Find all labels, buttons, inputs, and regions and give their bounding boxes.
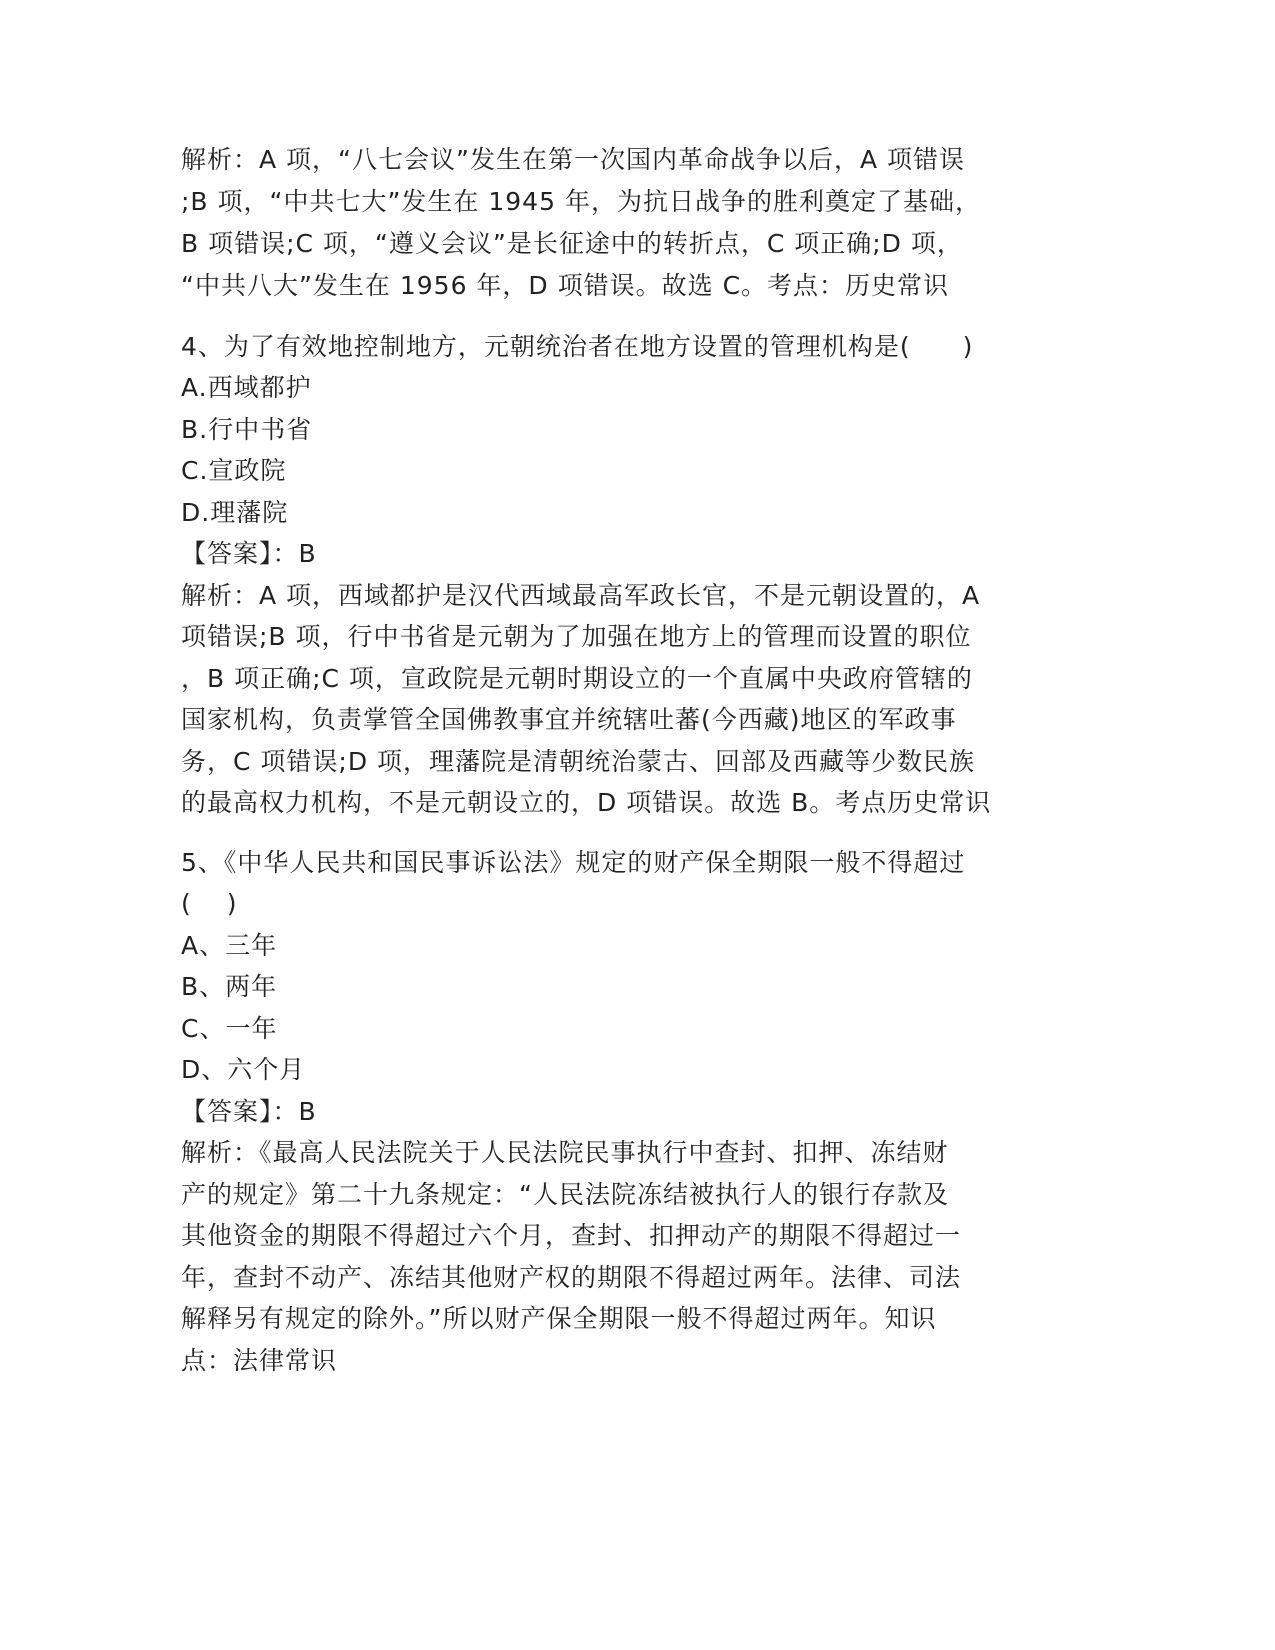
q4-analysis-line-4: 国家机构，负责掌管全国佛教事宜并统辖吐蕃(今西藏)地区的军政事 — [181, 705, 957, 734]
q5-option-c: C、一年 — [181, 1014, 278, 1043]
q4-option-a: A.西域都护 — [181, 373, 312, 402]
q4-option-b: B.行中书省 — [181, 415, 313, 444]
q5-question-line-1: 5、《中华人民共和国民事诉讼法》规定的财产保全期限一般不得超过 — [181, 848, 966, 877]
q4-option-c: C.宣政院 — [181, 456, 287, 485]
q3-analysis-line-3: B 项错误;C 项，“遵义会议”是长征途中的转折点，C 项正确;D 项， — [181, 229, 963, 258]
q5-question-line-2: ( ) — [181, 889, 238, 918]
q5-analysis-line-3: 其他资金的期限不得超过六个月，查封、扣押动产的期限不得超过一 — [181, 1221, 962, 1250]
q5-option-d: D、六个月 — [181, 1055, 306, 1084]
q5-option-b: B、两年 — [181, 972, 278, 1001]
q5-analysis-line-1: 解析：《最高人民法院关于人民法院民事执行中查封、扣押、冻结财 — [181, 1138, 949, 1167]
q5-option-a: A、三年 — [181, 931, 278, 960]
q4-analysis-line-6: 的最高权力机构，不是元朝设立的，D 项错误。故选 B。考点历史常识 — [181, 788, 992, 817]
q5-analysis-line-6: 点：法律常识 — [181, 1346, 338, 1375]
q4-analysis-line-1: 解析：A 项，西域都护是汉代西域最高军政长官，不是元朝设置的，A — [181, 581, 981, 610]
q5-analysis-line-2: 产的规定》第二十九条规定：“人民法院冻结被执行人的银行存款及 — [181, 1180, 949, 1209]
q5-answer: 【答案】：B — [181, 1097, 317, 1126]
q4-analysis-line-2: 项错误;B 项，行中书省是元朝为了加强在地方上的管理而设置的职位 — [181, 622, 972, 651]
q4-analysis-line-5: 务，C 项错误;D 项，理藩院是清朝统治蒙古、回部及西藏等少数民族 — [181, 747, 976, 776]
q3-analysis-line-1: 解析：A 项，“八七会议”发生在第一次国内革命战争以后，A 项错误 — [181, 145, 966, 174]
q5-analysis-line-4: 年，查封不动产、冻结其他财产权的期限不得超过两年。法律、司法 — [181, 1263, 962, 1292]
q4-analysis-line-3: ，B 项正确;C 项，宣政院是元朝时期设立的一个直属中央政府管辖的 — [181, 664, 973, 693]
q5-analysis-line-5: 解释另有规定的除外。”所以财产保全期限一般不得超过两年。知识 — [181, 1304, 937, 1333]
q4-answer: 【答案】：B — [181, 539, 317, 568]
q4-option-d: D.理藩院 — [181, 498, 289, 527]
q4-question: 4、为了有效地控制地方，元朝统治者在地方设置的管理机构是( ) — [181, 332, 974, 361]
q3-analysis-line-2: ;B 项，“中共七大”发生在 1945 年，为抗日战争的胜利奠定了基础， — [181, 187, 981, 216]
q3-analysis-line-4: “中共八大”发生在 1956 年，D 项错误。故选 C。考点：历史常识 — [181, 271, 950, 300]
